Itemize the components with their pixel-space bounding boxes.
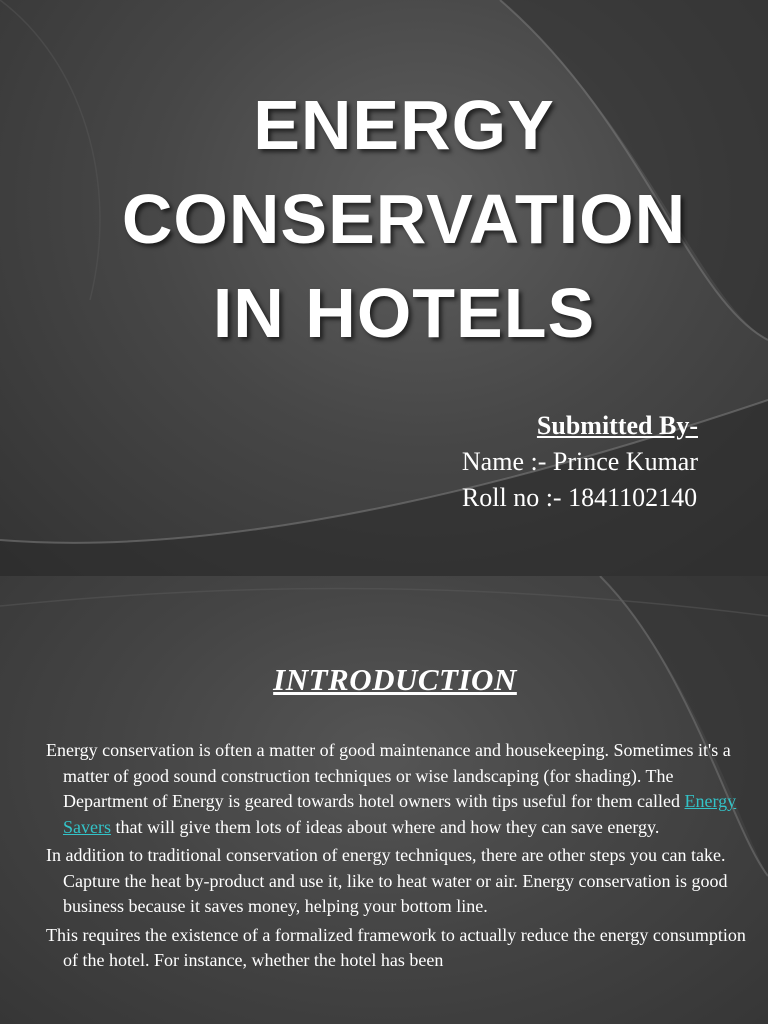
energy-savers-link[interactable]: Energy Savers (63, 791, 737, 837)
paragraph-2: In addition to traditional conservation of energy techniques, there are other steps you can take. Capture the heat by-product and use it, like to heat water or air. Energy conservation is good business because it saves money, helping your bottom line. (46, 845, 728, 916)
paragraph-1-start: Energy conservation is often a matter of good maintenance and housekeeping. Sometimes it's a matter of good sound construction techniques or wise landscaping (for shading). The Department of Energy is geared towards hotel owners with tips useful for them called (46, 740, 731, 811)
introduction-heading: INTRODUCTION (273, 662, 517, 697)
title-line-1: ENERGY (253, 86, 555, 164)
submitted-block (462, 408, 698, 516)
slide-title (0, 78, 768, 360)
introduction-body (46, 738, 746, 977)
roll-number: Roll no :- 1841102140 (461, 483, 698, 512)
title-line-3: IN HOTELS (212, 274, 596, 352)
paragraph-1-end: that will give them lots of ideas about where and how they can save energy. (111, 816, 660, 837)
title-line-2: CONSERVATION (121, 180, 687, 258)
paragraph-1 (46, 738, 746, 840)
paragraph-3: This requires the existence of a formalized framework to actually reduce the energy consumption of the hotel. For instance, whether the hotel has been (46, 924, 746, 970)
student-name: Name :- Prince Kumar (461, 447, 698, 476)
submitted-label: Submitted By- (536, 411, 698, 440)
